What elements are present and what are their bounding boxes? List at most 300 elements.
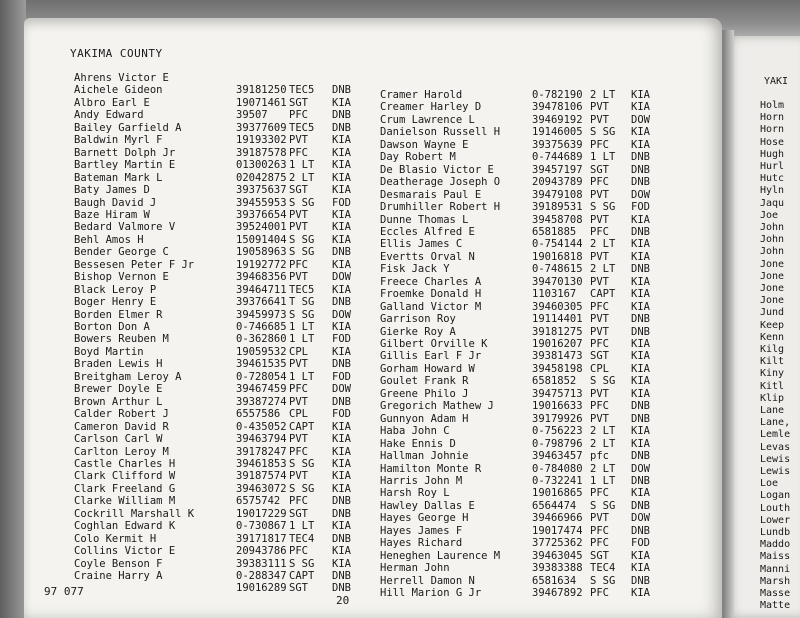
roster-rank: 2 LT	[590, 238, 616, 251]
roster-rank: CAPT	[289, 570, 315, 582]
roster-rank: SGT	[289, 582, 308, 595]
next-page-name: Masse	[760, 588, 791, 599]
roster-status: DNB	[631, 325, 650, 338]
roster-serial: 39179926	[532, 412, 583, 425]
roster-status: KIA	[332, 171, 351, 184]
roster-status: KIA	[332, 221, 351, 234]
roster-status: KIA	[332, 233, 351, 246]
roster-name: Deatherage Joseph O	[380, 176, 501, 189]
roster-serial: 20943786	[236, 545, 287, 558]
roster-serial: 39383111	[236, 557, 287, 570]
roster-status: DNB	[332, 570, 351, 582]
next-page-name: Klip	[760, 392, 785, 404]
roster-serial: 39463072	[236, 482, 287, 495]
roster-status: DOW	[631, 512, 650, 525]
roster-rank: PVT	[289, 470, 308, 483]
roster-serial: 39387274	[236, 395, 287, 408]
roster-name: Baugh David J	[74, 196, 157, 209]
roster-serial: 39461853	[236, 457, 287, 470]
roster-serial: 19017229	[236, 507, 287, 520]
roster-name: Ellis James C	[380, 238, 463, 251]
roster-rank: PFC	[289, 445, 308, 458]
roster-rank: TEC5	[289, 84, 315, 97]
roster-rank: TEC5	[289, 121, 315, 134]
roster-status: KIA	[332, 545, 351, 558]
roster-serial: 19193302	[236, 134, 287, 147]
roster-status: KIA	[332, 445, 351, 458]
roster-serial: 39461535	[236, 358, 287, 371]
roster-status: DNB	[332, 532, 351, 545]
roster-rank: PFC	[590, 487, 609, 500]
roster-serial: 39457197	[532, 163, 583, 176]
roster-name: Heneghen Laurence M	[380, 549, 501, 562]
roster-name: Froemke Donald H	[380, 288, 482, 301]
roster-status: KIA	[332, 146, 351, 159]
roster-rank: 2 LT	[590, 425, 616, 438]
roster-status: DNB	[332, 84, 351, 97]
roster-rank: PFC	[289, 495, 308, 508]
roster-rank: PVT	[590, 250, 609, 263]
roster-rank: S SG	[289, 196, 315, 209]
roster-rank: 1 LT	[289, 520, 315, 533]
roster-status: DNB	[631, 499, 650, 512]
roster-serial: 39187578	[236, 146, 287, 159]
roster-serial: 6581885	[532, 225, 577, 238]
roster-rank: TEC4	[289, 532, 315, 545]
roster-status: DNB	[631, 574, 650, 587]
roster-status: KIA	[631, 587, 650, 599]
roster-status: KIA	[631, 350, 650, 363]
next-page-name: Hose	[760, 136, 785, 148]
roster-serial: 19058963	[236, 246, 287, 259]
roster-name: Castle Charles H	[74, 457, 176, 470]
roster-serial: 39466966	[532, 512, 583, 525]
roster-serial: 0-782190	[532, 89, 583, 101]
next-page-name: Kilg	[760, 344, 785, 355]
roster-serial: 39459973	[236, 308, 287, 321]
roster-serial: 19016818	[532, 250, 583, 263]
roster-rank: S SG	[590, 574, 616, 587]
roster-status: KIA	[631, 89, 650, 101]
roster-serial: 19146005	[532, 126, 583, 139]
roster-name: Carlson Carl W	[74, 433, 163, 446]
roster-serial: 19016289	[236, 582, 287, 595]
next-page-name: Jaqu	[760, 197, 785, 209]
roster-serial: 19017474	[532, 524, 583, 537]
roster-name: Crum Lawrence L	[380, 113, 475, 126]
roster-status: DNB	[332, 495, 351, 508]
roster-status: DOW	[631, 188, 650, 201]
roster-name: Carlton Leroy M	[74, 445, 169, 458]
roster-status: KIA	[332, 258, 351, 271]
next-page-name: Jone	[760, 283, 785, 294]
roster-serial: 39187574	[236, 470, 287, 483]
next-page-name: Hurl	[760, 161, 785, 172]
roster-name: Drumhiller Robert H	[380, 201, 501, 214]
page-stamp: 97 077	[44, 585, 84, 598]
roster-rank: 1 LT	[289, 159, 315, 172]
roster-name: Gregorich Mathew J	[380, 400, 494, 413]
roster-serial: 6581852	[532, 375, 577, 388]
roster-rank: PVT	[590, 101, 609, 114]
roster-status: KIA	[631, 338, 650, 350]
roster-status: DNB	[631, 151, 650, 164]
next-page-name: Matte	[760, 600, 791, 612]
roster-name: Albro Earl E	[74, 96, 150, 109]
next-page-name: John	[760, 222, 785, 233]
roster-status: DOW	[631, 462, 650, 475]
roster-rank: SGT	[590, 163, 609, 176]
roster-name: Cockrill Marshall K	[74, 507, 195, 520]
roster-rank: 1 LT	[289, 333, 315, 346]
roster-rank: PVT	[590, 275, 609, 288]
roster-status: FOD	[631, 537, 650, 550]
roster-rank: S SG	[289, 308, 315, 321]
roster-name: Evertts Orval N	[380, 250, 475, 263]
roster-serial: 39375637	[236, 184, 287, 197]
roster-status: KIA	[631, 101, 650, 114]
roster-status: KIA	[631, 126, 650, 139]
roster-serial: 0-730867	[236, 520, 287, 533]
next-page-name: Lane,	[760, 417, 791, 429]
roster-status: KIA	[332, 184, 351, 197]
roster-name	[74, 582, 234, 595]
roster-status	[332, 72, 366, 85]
roster-name: Creamer Harley D	[380, 101, 482, 114]
roster-rank: S SG	[590, 499, 616, 512]
roster-status: KIA	[332, 96, 351, 109]
roster-status: DOW	[332, 271, 351, 284]
roster-status: KIA	[332, 420, 351, 433]
roster-status: DNB	[631, 263, 650, 276]
next-page-name: John	[760, 246, 785, 258]
roster-name: Clarke William M	[74, 495, 176, 508]
roster-serial: 39189531	[532, 201, 583, 214]
roster-name: Galland Victor M	[380, 300, 482, 313]
roster-name: Cameron David R	[74, 420, 169, 433]
roster-rank: PVT	[289, 358, 308, 371]
roster-name: Coyle Benson F	[74, 557, 163, 570]
roster-serial: 15091404	[236, 233, 287, 246]
roster-serial: 39171817	[236, 532, 287, 545]
next-page-name: Holm	[760, 100, 785, 111]
roster-rank: pfc	[590, 450, 609, 463]
roster-name: Dunne Thomas L	[380, 213, 469, 226]
roster-rank: PFC	[590, 400, 609, 413]
roster-serial: 6575742	[236, 495, 281, 508]
roster-serial: 19016865	[532, 487, 583, 500]
roster-rank: 2 LT	[590, 462, 616, 475]
roster-name: Breitgham Leroy A	[74, 370, 182, 383]
roster-status: KIA	[631, 275, 650, 288]
roster-name: Cramer Harold	[380, 89, 463, 101]
roster-name: Calder Robert J	[74, 408, 169, 421]
next-page-name: Keep	[760, 319, 785, 331]
roster-status: KIA	[332, 283, 351, 296]
roster-rank: 2 LT	[590, 437, 616, 450]
roster-name: Baze Hiram W	[74, 208, 150, 221]
roster-rank: 1 LT	[590, 474, 616, 487]
roster-name: Craine Harry A	[74, 570, 163, 582]
roster-name: Aichele Gideon	[74, 84, 163, 97]
roster-serial: 39468356	[236, 271, 287, 284]
roster-rank: PVT	[590, 188, 609, 201]
roster-serial: 0-756223	[532, 425, 583, 438]
roster-status: DNB	[332, 246, 351, 259]
roster-rank: PVT	[590, 512, 609, 525]
roster-serial: 19192772	[236, 258, 287, 271]
roster-rank: PFC	[590, 225, 609, 238]
roster-status: DNB	[332, 582, 351, 595]
roster-serial: 19114401	[532, 313, 583, 326]
roster-status: DNB	[631, 412, 650, 425]
roster-status: KIA	[332, 557, 351, 570]
roster-name: Clark Freeland G	[74, 482, 176, 495]
roster-serial: 39464711	[236, 283, 287, 296]
roster-name: Harris John M	[380, 474, 463, 487]
next-page-name: Lane	[760, 405, 785, 416]
roster-name: Garrison Roy	[380, 313, 456, 326]
next-page-name: Jone	[760, 270, 785, 282]
roster-serial: 0-744689	[532, 151, 583, 164]
roster-status: KIA	[631, 362, 650, 375]
roster-rank: SGT	[289, 96, 308, 109]
next-page-name: Kenn	[760, 331, 785, 343]
roster-rank: 1 LT	[289, 370, 315, 383]
roster-name: Brown Arthur L	[74, 395, 163, 408]
roster-serial: 39463045	[532, 549, 583, 562]
roster-serial: 39467892	[532, 587, 583, 599]
roster-rank: PFC	[590, 138, 609, 151]
roster-status: DNB	[631, 225, 650, 238]
roster-name: Bailey Garfield A	[74, 121, 182, 134]
next-page-name: Maiss	[760, 551, 791, 563]
roster-name: Braden Lewis H	[74, 358, 163, 371]
roster-serial: 6557586	[236, 408, 281, 421]
roster-name: De Blasio Victor E	[380, 163, 494, 176]
roster-name: Hayes Richard	[380, 537, 463, 550]
next-page-name: John	[760, 234, 785, 246]
roster-serial: 39460305	[532, 300, 583, 313]
roster-name: Baldwin Myrl F	[74, 134, 163, 147]
roster-serial: 6564474	[532, 499, 577, 512]
roster-serial: 0-435052	[236, 420, 287, 433]
roster-rank: 1 LT	[590, 151, 616, 164]
roster-status: KIA	[631, 138, 650, 151]
roster-serial: 39458708	[532, 213, 583, 226]
roster-serial: 0-362860	[236, 333, 287, 346]
roster-rank: S SG	[289, 557, 315, 570]
roster-serial: 19016207	[532, 338, 583, 350]
next-page-name: Lundb	[760, 527, 791, 538]
roster-name: Goulet Frank R	[380, 375, 469, 388]
roster-serial: 0-732241	[532, 474, 583, 487]
roster-name: Gillis Earl F Jr	[380, 350, 482, 363]
roster-status: KIA	[631, 487, 650, 500]
roster-rank: PVT	[289, 221, 308, 234]
roster-name: Hake Ennis D	[380, 437, 456, 450]
roster-name: Fisk Jack Y	[380, 263, 450, 276]
next-page-name: Hyln	[760, 185, 785, 197]
roster-name: Bowers Reuben M	[74, 333, 169, 346]
next-page-county-fragment: YAKI	[764, 76, 789, 87]
roster-status: KIA	[332, 208, 351, 221]
roster-name: Hallman Johnie	[380, 450, 469, 463]
roster-rank: PVT	[289, 208, 308, 221]
roster-status: FOD	[332, 196, 351, 209]
roster-name: Collins Victor E	[74, 545, 176, 558]
roster-rank: S SG	[289, 246, 315, 259]
roster-name: Bartley Martin E	[74, 159, 176, 172]
roster-status: FOD	[332, 370, 351, 383]
roster-rank: 2 LT	[590, 263, 616, 276]
roster-status: FOD	[332, 333, 351, 346]
roster-status: DNB	[332, 296, 351, 309]
roster-serial: 19071461	[236, 96, 287, 109]
next-page-name: Horn	[760, 124, 785, 136]
roster-rank: TEC5	[289, 283, 315, 296]
roster-status: KIA	[332, 520, 351, 533]
roster-name: Danielson Russell H	[380, 126, 501, 139]
roster-serial: 39181275	[532, 325, 583, 338]
page-number: 20	[336, 594, 350, 607]
roster-rank: T SG	[289, 296, 315, 309]
roster-name: Bateman Mark L	[74, 171, 163, 184]
roster-name: Colo Kermit H	[74, 532, 157, 545]
roster-rank: SGT	[289, 507, 308, 520]
roster-serial: 39479108	[532, 188, 583, 201]
roster-status: DNB	[332, 507, 351, 520]
roster-rank: 2 LT	[590, 89, 616, 101]
roster-name: Herrell Damon N	[380, 574, 475, 587]
roster-rank: 1 LT	[289, 321, 315, 333]
roster-name: Herman John	[380, 562, 450, 575]
roster-rank: TEC4	[590, 562, 616, 575]
roster-name: Harsh Roy L	[380, 487, 450, 500]
next-page-name: Louth	[760, 502, 791, 514]
roster-name: Gorham Howard W	[380, 362, 475, 375]
roster-name: Borden Elmer R	[74, 308, 163, 321]
roster-status: KIA	[631, 213, 650, 226]
next-page-name: Loe	[760, 478, 779, 490]
roster-serial: 39376641	[236, 296, 287, 309]
roster-serial: 39463794	[236, 433, 287, 446]
roster-status: KIA	[332, 433, 351, 446]
next-page-name: Horn	[760, 112, 785, 124]
roster-status: DNB	[631, 313, 650, 326]
roster-rank: PFC	[590, 587, 609, 599]
next-page-name: Jone	[760, 295, 785, 307]
roster-rank: CPL	[590, 362, 609, 375]
roster-status: FOD	[631, 201, 650, 214]
next-page-name: Lewis	[760, 453, 791, 465]
roster-name: Gierke Roy A	[380, 325, 456, 338]
roster-rank: S SG	[590, 375, 616, 388]
roster-serial: 0-748615	[532, 263, 583, 276]
roster-serial	[236, 72, 288, 85]
roster-rank: PVT	[289, 134, 308, 147]
next-page-name: Marsh	[760, 575, 791, 587]
roster-status: KIA	[332, 321, 351, 333]
next-page-name: Levas	[760, 441, 791, 453]
roster-serial: 39475713	[532, 387, 583, 400]
roster-rank: S SG	[289, 482, 315, 495]
next-page-name: Jund	[760, 307, 785, 319]
next-page-name: Hutc	[760, 173, 785, 185]
roster-serial: 6581634	[532, 574, 577, 587]
roster-status: FOD	[332, 408, 351, 421]
roster-rank: S SG	[289, 233, 315, 246]
roster-rank: PFC	[590, 537, 609, 550]
roster-name: Day Robert M	[380, 151, 456, 164]
roster-status: KIA	[631, 288, 650, 301]
roster-serial: 39376654	[236, 208, 287, 221]
roster-status: KIA	[631, 387, 650, 400]
roster-serial: 39377609	[236, 121, 287, 134]
roster-name: Barnett Dolph Jr	[74, 146, 176, 159]
roster-name: Dawson Wayne E	[380, 138, 469, 151]
roster-rank: PVT	[590, 113, 609, 126]
roster-rank: CPL	[289, 345, 308, 358]
roster-serial: 01300263	[236, 159, 287, 172]
roster-status: KIA	[631, 375, 650, 388]
roster-status: KIA	[631, 250, 650, 263]
roster-name: Gunnyon Adam H	[380, 412, 469, 425]
roster-rank: PFC	[289, 545, 308, 558]
roster-name: Borton Don A	[74, 321, 150, 333]
roster-rank: PFC	[590, 176, 609, 189]
roster-status: KIA	[332, 345, 351, 358]
roster-status: DOW	[631, 113, 650, 126]
roster-serial: 0-754144	[532, 238, 583, 251]
roster-name: Hamilton Monte R	[380, 462, 482, 475]
roster-rank: PFC	[289, 258, 308, 271]
roster-name: Bender George C	[74, 246, 169, 259]
roster-status: DNB	[631, 176, 650, 189]
roster-status: DNB	[631, 400, 650, 413]
next-page-name: Kitl	[760, 380, 785, 392]
roster-name: Hawley Dallas E	[380, 499, 475, 512]
next-page-name: Lemle	[760, 429, 791, 441]
roster-status: DNB	[332, 395, 351, 408]
roster-name: Haba John C	[380, 425, 450, 438]
next-page-name: Kiny	[760, 368, 785, 380]
roster-status: DNB	[631, 163, 650, 176]
roster-status: KIA	[332, 134, 351, 147]
next-page-name: Hugh	[760, 148, 785, 160]
roster-rank	[289, 72, 329, 85]
roster-status: DNB	[631, 474, 650, 487]
roster-serial: 39178247	[236, 445, 287, 458]
roster-serial: 39507	[236, 109, 268, 122]
roster-status: KIA	[332, 159, 351, 172]
roster-rank: S SG	[590, 201, 616, 214]
roster-name: Desmarais Paul E	[380, 188, 482, 201]
roster-name: Gilbert Orville K	[380, 338, 488, 350]
roster-name: Black Leroy P	[74, 283, 157, 296]
roster-status: KIA	[332, 482, 351, 495]
roster-rank: S SG	[289, 457, 315, 470]
roster-name: Brewer Doyle E	[74, 383, 163, 396]
next-page-name: Lower	[760, 514, 791, 526]
roster-status: DNB	[332, 109, 351, 122]
roster-status: DNB	[332, 358, 351, 371]
roster-status: KIA	[631, 300, 650, 313]
next-page-name: Manni	[760, 563, 791, 575]
roster-serial: 39467459	[236, 383, 287, 396]
roster-status: KIA	[631, 425, 650, 438]
roster-name: Freece Charles A	[380, 275, 482, 288]
